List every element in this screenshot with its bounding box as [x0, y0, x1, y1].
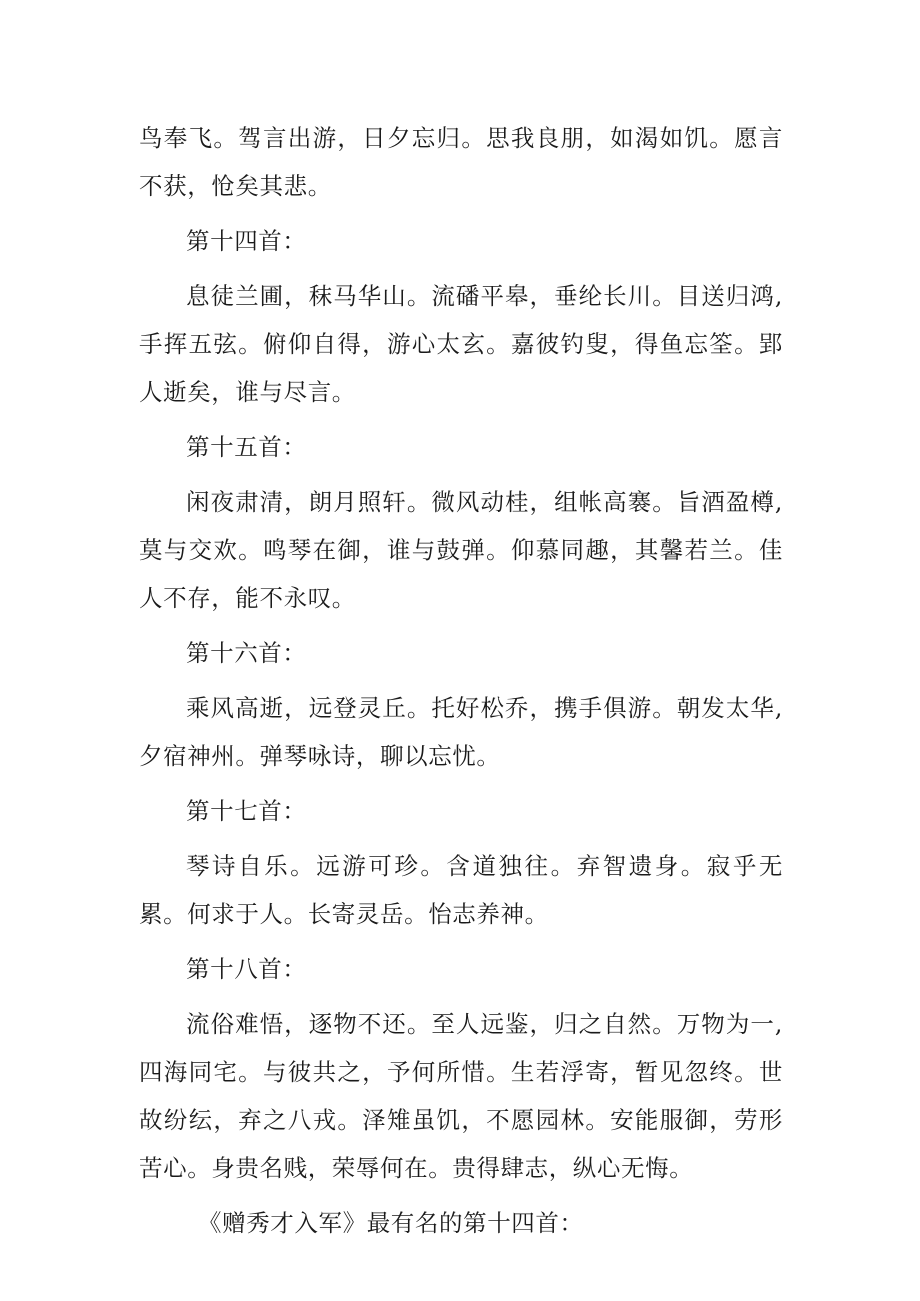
- poem-heading-14: 第十四首：: [186, 227, 307, 255]
- poem-paragraph-13-end: 鸟奉飞。驾言出游，日夕忘归。思我良朋，如渴如饥。愿言不获，怆矣其悲。: [139, 124, 783, 200]
- poem-heading-16: 第十六首：: [186, 639, 307, 667]
- poem-heading-18: 第十八首：: [186, 955, 307, 983]
- poem-paragraph-14: 息徒兰圃，秣马华山。流磻平皋，垂纶长川。目送归鸿,手挥五弦。俯仰自得，游心太玄。嘉彼钓叟，得鱼忘筌。郢人逝矣，谁与尽言。: [139, 282, 783, 406]
- poem-paragraph-17: 琴诗自乐。远游可珍。含道独往。弃智遗身。寂乎无累。何求于人。长寄灵岳。怡志养神。: [139, 852, 783, 928]
- poem-paragraph-18: 流俗难悟，逐物不还。至人远鉴，归之自然。万物为一,四海同宅。与彼共之，予何所惜。生若浮寄，暂见忽终。世故纷纭，弃之八戎。泽雉虽饥，不愿园林。安能服御，劳形苦心。身贵名贱，荣辱何在。贵得肆志，纵心无悔。: [139, 1010, 783, 1182]
- poem-paragraph-15: 闲夜肃清，朗月照轩。微风动桂，组帐高褰。旨酒盈樽,莫与交欢。鸣琴在御，谁与鼓弹。仰慕同趣，其馨若兰。佳人不存，能不永叹。: [139, 488, 783, 612]
- poem-heading-15: 第十五首：: [186, 433, 307, 461]
- poem-paragraph-16: 乘风高逝，远登灵丘。托好松乔，携手俱游。朝发太华,夕宿神州。弹琴咏诗，聊以忘忧。: [139, 694, 783, 770]
- closing-sentence: 《赠秀才入军》最有名的第十四首：: [198, 1209, 584, 1237]
- poem-heading-17: 第十七首：: [186, 797, 307, 825]
